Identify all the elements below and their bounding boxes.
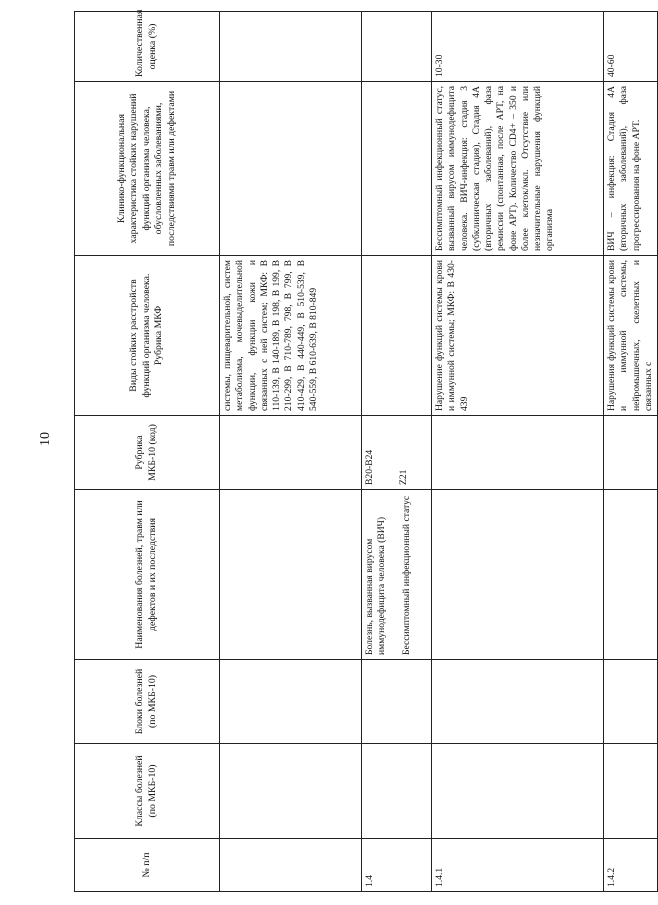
cell-types: системы, пищеварительной, систем метаболизма, мочевыделительной функции, функции кожи и связанных с ней систем; МКФ: В 110-139, В 140-189, В 198, В 199, В 210-299, В 710-789, 798, В 799, В 410-429, В 440-449, В 510-539, В 540-559, В 610-639, В 810-849	[220, 256, 362, 416]
table-row	[220, 12, 362, 892]
disease-table	[74, 11, 658, 892]
disease-name-asymptomatic: Бессимптомный инфекционный статус	[400, 495, 412, 655]
header-score: Количественная оценка (%)	[75, 12, 220, 82]
cell-block	[362, 660, 432, 744]
cell-num	[220, 839, 362, 892]
clinical-text: Бессимптомный инфекционный статус, вызванный вирусом иммунодефицита человека. ВИЧ-инфекция: стадия 3 (субклиническая стадия), Стадия 4А (вторичных заболеваний), фаза ремиссии (спонтанная, после АРТ, на фоне АРТ).	[434, 86, 519, 251]
header-rubric: Рубрика МКБ-10 (код)	[75, 416, 220, 490]
cell-block	[220, 660, 362, 744]
cell-score	[362, 12, 432, 82]
cell-block	[604, 660, 658, 744]
header-types: Виды стойких расстройств функций организма человека. Рубрика МКФ	[75, 256, 220, 416]
page-number: 10	[38, 432, 53, 446]
cell-class	[432, 744, 604, 839]
rubric-code-z21: Z21	[398, 469, 410, 485]
table-row	[604, 12, 658, 892]
clinical-cd4: Количество CD4+ – 350 и более клеток/мкл.	[507, 85, 531, 251]
cell-name	[220, 490, 362, 660]
cell-num: 1.4.2	[604, 839, 658, 892]
rubric-code-hiv: В20-В24	[364, 449, 375, 485]
cell-rubric	[604, 416, 658, 490]
cell-types: Нарушения функций системы крови и иммунной системы, нейромышечных, скелетных и связанных с	[604, 256, 658, 416]
clinical-conclusion: Отсутствие или незначительные нарушения функций организма	[519, 85, 556, 251]
cell-types: Нарушение функций системы крови и иммунной системы; МКФ: В 430-439	[432, 256, 604, 416]
header-num: № п/п	[75, 839, 220, 892]
cell-name	[604, 490, 658, 660]
cell-name	[362, 490, 432, 660]
cell-name	[432, 490, 604, 660]
header-block: Блоки болезней (по МКБ-10)	[75, 660, 220, 744]
cell-score: 10-30	[432, 12, 604, 82]
header-clinical: Клинико-функциональная характеристика стойких нарушений функций организма человека, обусловленных заболеваниями, последствиями травм или дефектами	[75, 82, 220, 256]
cell-types	[362, 256, 432, 416]
cell-class	[604, 744, 658, 839]
cell-clinical	[362, 82, 432, 256]
rotated-table-area	[74, 9, 654, 892]
cell-rubric	[432, 416, 604, 490]
cell-score: 40-60	[604, 12, 658, 82]
cell-clinical	[220, 82, 362, 256]
cell-clinical	[432, 82, 604, 256]
cell-class	[362, 744, 432, 839]
header-name: Наименования болезней, травм или дефектов и их последствия	[75, 490, 220, 660]
table-row	[362, 12, 432, 892]
table-header-row	[75, 12, 220, 892]
cell-rubric	[220, 416, 362, 490]
header-class: Классы болезней (по МКБ-10)	[75, 744, 220, 839]
cell-class	[220, 744, 362, 839]
table-row	[432, 12, 604, 892]
cell-rubric	[362, 416, 432, 490]
cell-num: 1.4	[362, 839, 432, 892]
cell-clinical: ВИЧ – инфекция: Стадия 4А (вторичных заболеваний), фаза прогрессирования на фоне АРТ.	[604, 82, 658, 256]
cell-block	[432, 660, 604, 744]
cell-score	[220, 12, 362, 82]
disease-name-hiv: Болезнь, вызванная вирусом иммунодефицита человека (ВИЧ)	[364, 516, 388, 655]
cell-num: 1.4.1	[432, 839, 604, 892]
